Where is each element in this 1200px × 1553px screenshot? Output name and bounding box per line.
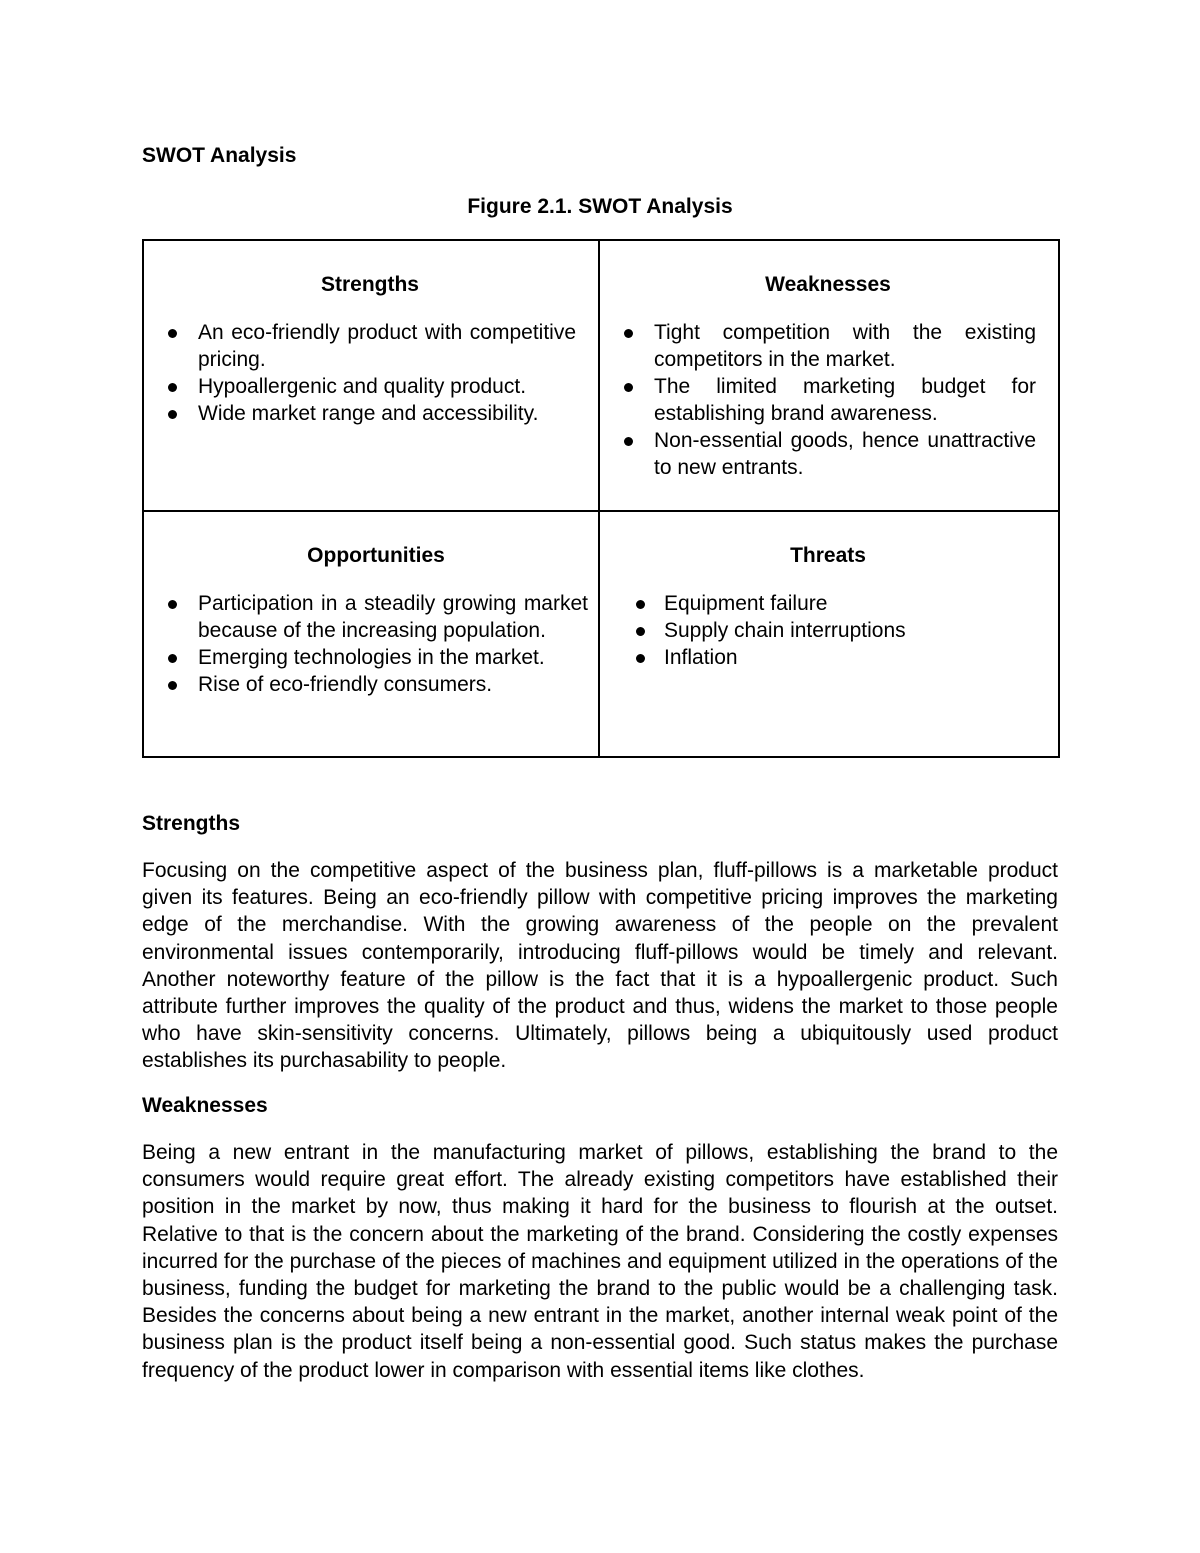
opportunities-cell — [143, 511, 599, 757]
strengths-section-heading: Strengths — [142, 812, 241, 835]
strengths-cell-title: Strengths — [320, 273, 419, 296]
bullet-icon — [624, 329, 633, 338]
bullet-icon — [168, 600, 177, 609]
weaknesses-list — [620, 319, 1036, 481]
figure-caption: Figure 2.1. SWOT Analysis — [467, 195, 733, 218]
bullet-icon — [168, 329, 177, 338]
list-item: Equipment failure — [620, 590, 1036, 617]
opportunities-list — [164, 590, 588, 698]
strengths-cell — [143, 240, 599, 511]
swot-row-external — [143, 511, 1059, 757]
bullet-icon — [636, 654, 645, 663]
list-item: Hypoallergenic and quality product. — [164, 373, 576, 400]
document-title: SWOT Analysis — [142, 144, 297, 167]
list-item: Supply chain interruptions — [620, 617, 1036, 644]
threats-cell — [599, 511, 1059, 757]
list-item: Emerging technologies in the market. — [164, 644, 588, 671]
list-item: Wide market range and accessibility. — [164, 400, 576, 427]
weaknesses-section-body: Being a new entrant in the manufacturing market of pillows, establishing the brand to the consumers would require great effort. The already existing competitors have established their position in the market by now, thus making it hard for the business to flourish at the outset. Relative to that is the concern about the marketing of the brand. Considering the costly expenses incurred for the purchase of the pieces of machines and equipment utilized in the operations of the business, funding the budget for marketing the brand to the public would be a challenging task. Besides the concerns about being a new entrant in the market, another internal weak point of the business plan is the product itself being a non-essential good. Such status makes the purchase frequency of the product lower in comparison with essential items like clothes. — [142, 1141, 1058, 1382]
bullet-icon — [168, 681, 177, 690]
threats-list — [620, 590, 1036, 671]
list-item: The limited marketing budget for establishing brand awareness. — [620, 373, 1036, 427]
weaknesses-section-heading: Weaknesses — [142, 1094, 268, 1117]
weaknesses-cell — [599, 240, 1059, 511]
list-item: Inflation — [620, 644, 1036, 671]
bullet-icon — [636, 627, 645, 636]
bullet-icon — [636, 600, 645, 609]
opportunities-cell-title: Opportunities — [307, 544, 445, 567]
bullet-icon — [168, 654, 177, 663]
threats-cell-title: Threats — [790, 544, 866, 567]
weaknesses-cell-title: Weaknesses — [765, 273, 891, 296]
list-item: Non-essential goods, hence unattractive to new entrants. — [620, 427, 1036, 481]
list-item: Participation in a steadily growing market because of the increasing population. — [164, 590, 588, 644]
bullet-icon — [168, 383, 177, 392]
swot-table — [142, 239, 1060, 758]
bullet-icon — [624, 383, 633, 392]
bullet-icon — [624, 437, 633, 446]
list-item: Rise of eco-friendly consumers. — [164, 671, 588, 698]
bullet-icon — [168, 410, 177, 419]
strengths-list — [164, 319, 576, 427]
strengths-section-body: Focusing on the competitive aspect of the business plan, fluff-pillows is a marketable product given its features. Being an eco-friendly pillow with competitive pricing improves the marketing edge of the merchandise. With the growing awareness of the people on the prevalent environmental issues contemporarily, introducing fluff-pillows would be timely and relevant. Another noteworthy feature of the pillow is the fact that it is a hypoallergenic product. Such attribute further improves the quality of the product and thus, widens the market to those people who have skin-sensitivity concerns. Ultimately, pillows being a ubiquitously used product establishes its purchasability to people. — [142, 859, 1058, 1073]
list-item: Tight competition with the existing competitors in the market. — [620, 319, 1036, 373]
swot-row-internal — [143, 240, 1059, 511]
list-item: An eco-friendly product with competitive pricing. — [164, 319, 576, 373]
